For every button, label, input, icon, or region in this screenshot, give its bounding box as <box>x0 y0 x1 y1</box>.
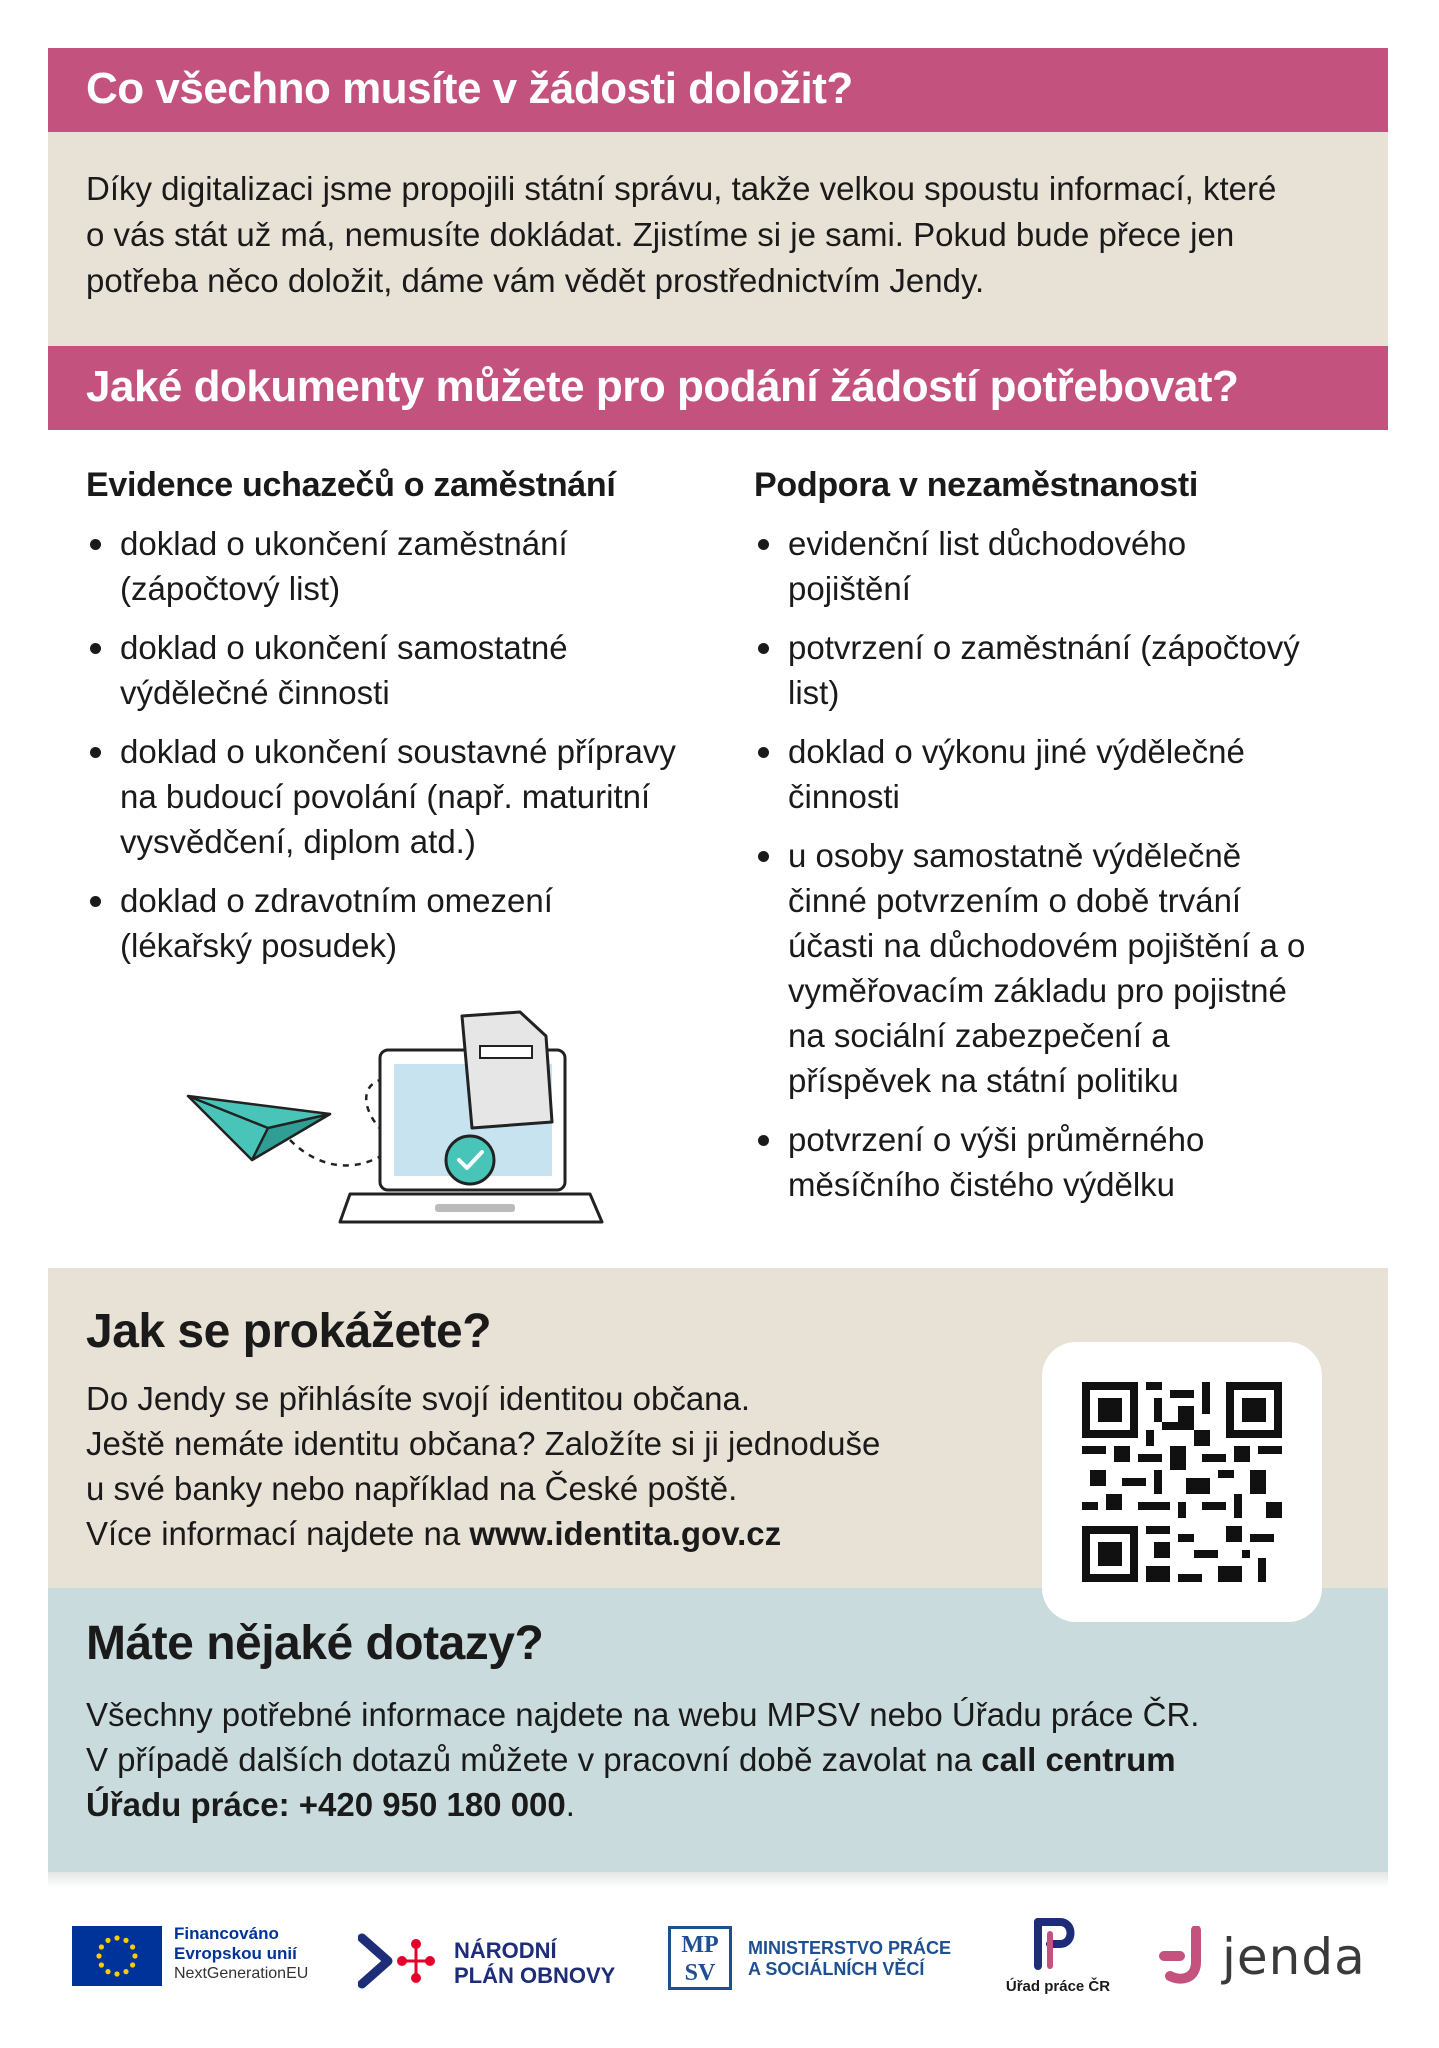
list-item: u osoby samostatně výdělečně činné potvrzením o době trvání účasti na důchodovém pojištění a o vyměřovacím základu pro pojistné na sociální zabezpečení a příspěvek na státní politiku <box>754 833 1314 1103</box>
npo-logo <box>358 1926 628 1996</box>
jenda-label: jenda <box>1222 1928 1366 1986</box>
eu-line: Financováno <box>174 1924 279 1943</box>
list-item: potvrzení o zaměstnání (zápočtový list) <box>754 625 1314 715</box>
panel-shadow <box>48 1872 1388 1888</box>
intro-line: o vás stát už má, nemusíte dokládat. Zjistíme si je sami. Pokud bude přece jen <box>86 216 1235 253</box>
questions-line: Všechny potřebné informace najdete na webu MPSV nebo Úřadu práce ČR. <box>86 1696 1200 1733</box>
intro-line: potřeba něco doložit, dáme vám vědět prostřednictvím Jendy. <box>86 262 985 299</box>
identita-link[interactable]: www.identita.gov.cz <box>469 1515 782 1552</box>
mpsv-line: A SOCIÁLNÍCH VĚCÍ <box>748 1959 925 1979</box>
list-item: doklad o zdravotním omezení (lékařský posudek) <box>86 878 686 968</box>
identity-line: u své banky nebo například na České poště. <box>86 1470 738 1507</box>
jenda-logo <box>1158 1924 1388 1994</box>
identity-text <box>86 1376 1046 1556</box>
eu-line: Evropskou unií <box>174 1944 297 1963</box>
identity-line: Ještě nemáte identitu občana? Založíte si ji jednoduše <box>86 1425 881 1462</box>
section-title-documents: Co všechno musíte v žádosti doložit? <box>86 64 853 113</box>
questions-line <box>86 1782 1376 1827</box>
eu-flag-icon <box>72 1926 162 1986</box>
labour-office-label: Úřadu práce: <box>86 1786 299 1823</box>
identity-more-info-label: Více informací najdete na <box>86 1515 470 1552</box>
mpsv-mark-text: MPSV <box>681 1932 719 1986</box>
list-item: potvrzení o výši průměrného měsíčního čistého výdělku <box>754 1117 1314 1207</box>
up-mark-icon <box>1032 1916 1082 1972</box>
column-title-unemployment-support: Podpora v nezaměstnanosti <box>754 466 1199 504</box>
jenda-mark-icon <box>1158 1926 1216 1986</box>
questions-text <box>86 1692 1376 1827</box>
mpsv-logo-text <box>748 1938 951 1980</box>
mpsv-mark-icon <box>668 1926 732 1990</box>
qr-code-card <box>1042 1342 1322 1622</box>
identity-line <box>86 1511 1046 1556</box>
jobseekers-list <box>86 521 686 968</box>
list-item: doklad o ukončení samostatné výdělečné činnosti <box>86 625 686 715</box>
list-item: doklad o ukončení zaměstnání (zápočtový list) <box>86 521 686 611</box>
questions-line <box>86 1737 1376 1782</box>
intro-line: Díky digitalizaci jsme propojili státní správu, takže velkou spoustu informací, které <box>86 170 1277 207</box>
questions-panel <box>48 1588 1388 1872</box>
call-centre-label: call centrum <box>981 1741 1176 1778</box>
left-column <box>86 466 686 982</box>
header-band-required-docs <box>48 346 1388 430</box>
call-centre-intro: V případě dalších dotazů můžete v pracovní době zavolat na <box>86 1741 982 1778</box>
sentence-end: . <box>565 1786 575 1823</box>
identity-line: Do Jendy se přihlásíte svojí identitou občana. <box>86 1380 751 1417</box>
intro-text <box>86 166 1376 304</box>
up-logo <box>998 1916 1118 2006</box>
list-item: doklad o výkonu jiné výdělečné činnosti <box>754 729 1314 819</box>
footer-logos <box>0 1910 1439 2020</box>
npo-line: PLÁN OBNOVY <box>454 1963 616 1988</box>
eu-logo-text <box>174 1924 308 1984</box>
npo-mark-icon <box>358 1926 438 1996</box>
header-band-documents <box>48 48 1388 132</box>
right-column <box>754 466 1314 1221</box>
intro-panel <box>48 132 1388 346</box>
qr-code-icon[interactable] <box>1082 1382 1282 1582</box>
section-title-identity: Jak se prokážete? <box>86 1305 492 1358</box>
npo-logo-text <box>454 1938 615 1988</box>
list-item: doklad o ukončení soustavné přípravy na budoucí povolání (např. maturitní vysvědčení, diplom atd.) <box>86 729 686 864</box>
unemployment-support-list <box>754 521 1314 1207</box>
laptop-paper-plane-illustration <box>180 1010 610 1240</box>
section-title-required-docs: Jaké dokumenty můžete pro podání žádostí potřebovat? <box>86 362 1239 411</box>
column-title-jobseekers: Evidence uchazečů o zaměstnání <box>86 466 616 504</box>
npo-line: NÁRODNÍ <box>454 1938 557 1963</box>
eu-line: NextGenerationEU <box>174 1965 309 1982</box>
phone-number[interactable]: +420 950 180 000 <box>298 1786 566 1823</box>
section-title-questions: Máte nějaké dotazy? <box>86 1617 544 1670</box>
list-item: evidenční list důchodového pojištění <box>754 521 1314 611</box>
mpsv-logo <box>668 1926 988 1996</box>
eu-logo <box>72 1926 322 1986</box>
mpsv-line: MINISTERSTVO PRÁCE <box>748 1938 952 1958</box>
up-label: Úřad práce ČR <box>1005 1978 1111 1995</box>
